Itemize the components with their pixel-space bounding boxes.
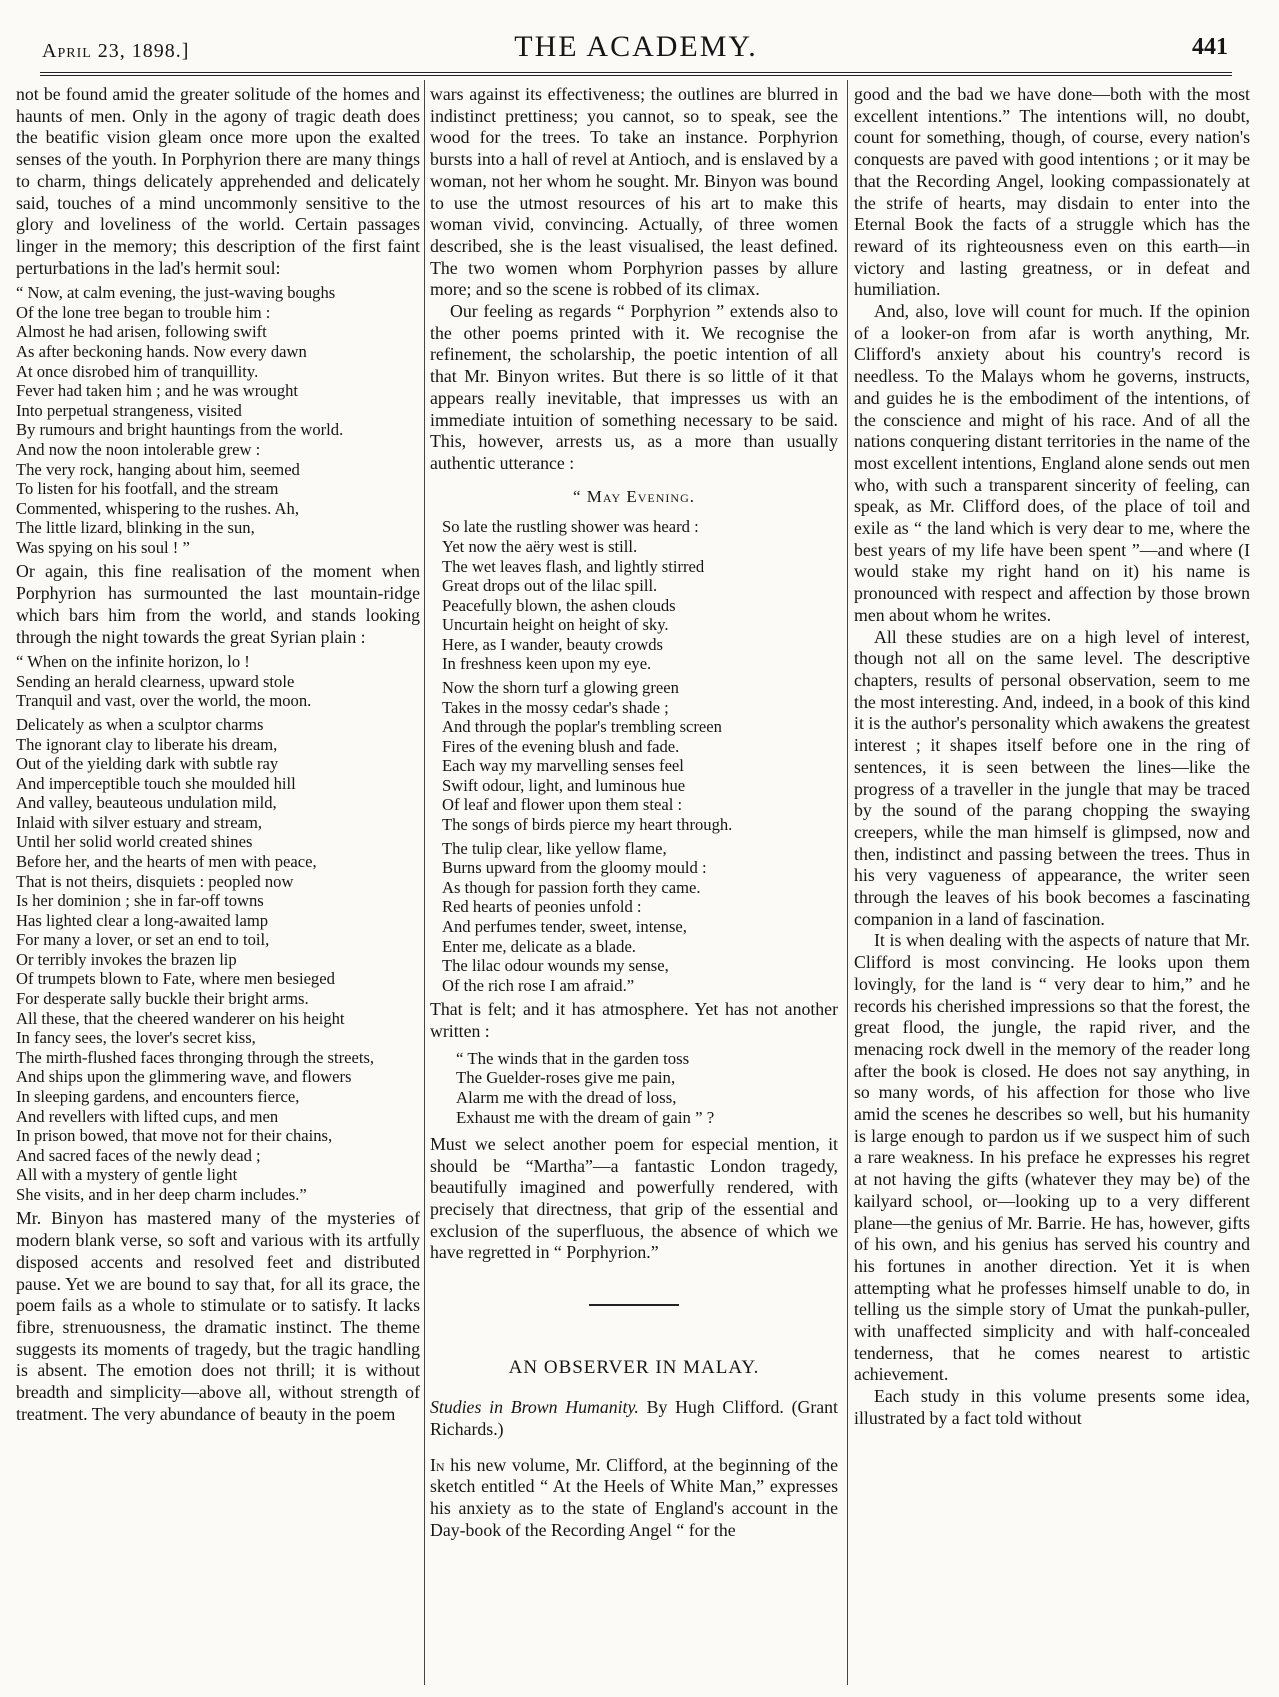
verse-line: She visits, and in her deep charm includes.”: [16, 1184, 307, 1204]
verse-line: All these, that the cheered wanderer on his height: [16, 1008, 345, 1028]
verse-line: Uncurtain height on height of sky.: [442, 615, 669, 635]
verse-line: Here, as I wander, beauty crowds: [442, 634, 663, 654]
page-header: [40, 28, 1232, 74]
paragraph: [430, 1455, 838, 1542]
page-number: 441: [1192, 34, 1228, 60]
verse-line: And revellers with lifted cups, and men: [16, 1106, 279, 1126]
verse-line: And ships upon the glimmering wave, and flowers: [16, 1067, 352, 1087]
verse-line: Great drops out of the lilac spill.: [442, 576, 658, 596]
verse-line: Of trumpets blown to Fate, where men besieged: [16, 969, 335, 989]
lead-word: In: [430, 1454, 445, 1475]
verse-line: By rumours and bright hauntings from the world.: [16, 420, 344, 440]
verse-line: In fancy sees, the lover's secret kiss,: [16, 1028, 256, 1048]
paragraph: And, also, love will count for much. If the opinion of a looker-on from afar is worth anything, Mr. Clifford's anxiety about his country's record is needless. To the Malays whom he governs, instructs, and guides he is the embodiment of the intentions, of the conscience and might of his race. And of all the nations conquering distant territories in the name of the most excellent intentions, England alone sends out men who, with such a transparent sincerity of feeling, can speak, as Mr. Clifford does, of the place of toil and exile as “ the land which is very dear to me, where the best years of my life have been spent ”—and where (I would stake my right hand on it) his name is pronounced with respect and affection by those brown men about whom he writes.: [854, 301, 1250, 625]
verse-line: At once disrobed him of tranquillity.: [16, 361, 259, 381]
verse-line: In freshness keen upon my eye.: [442, 654, 652, 674]
section-rule: [589, 1304, 679, 1306]
verse-line: Enter me, delicate as a blade.: [442, 936, 636, 956]
verse-line: Exhaust me with the dream of gain ” ?: [456, 1108, 715, 1128]
article-title: AN OBSERVER IN MALAY.: [508, 1357, 760, 1379]
poem-stanza: [430, 678, 838, 835]
verse-line: Commented, whispering to the rushes. Ah,: [16, 498, 299, 518]
poem-stanza: [430, 839, 838, 996]
verse-line: The mirth-flushed faces thronging through the streets,: [16, 1047, 375, 1067]
verse-line: Is her dominion ; she in far-off towns: [16, 891, 264, 911]
article-book-info: [430, 1397, 838, 1440]
paragraph: That is felt; and it has atmosphere. Yet has not another written :: [430, 999, 838, 1041]
verse-line: Of the rich rose I am afraid.”: [442, 975, 635, 995]
verse-line: Yet now the aëry west is still.: [442, 536, 638, 556]
verse-line: The Guelder-roses give me pain,: [456, 1068, 676, 1088]
verse-line: “ The winds that in the garden toss: [456, 1048, 690, 1068]
verse-line: The ignorant clay to liberate his dream,: [16, 734, 278, 754]
verse-line: Has lighted clear a long-awaited lamp: [16, 910, 269, 930]
verse-line: Of the lone tree began to trouble him :: [16, 302, 271, 322]
book-title: Studies in Brown Humanity.: [430, 1397, 639, 1418]
verse-line: And perfumes tender, sweet, intense,: [442, 916, 687, 936]
verse-line: Now the shorn turf a glowing green: [442, 678, 679, 698]
verse-line: And through the poplar's trembling screen: [442, 717, 722, 737]
paragraph: It is when dealing with the aspects of nature that Mr. Clifford is most convincing. He looks upon them lovingly, for the land is “ very dear to him,” and he records his cherished impressions so that the forest, the great flood, the jungle, the rapid river, and the menacing rock dwell in the memory of the reader long after the book is closed. He does not say anything, in so many words, of his affection for those who live amid the scenes he describes so well, but his humanity is large enough to pardon us if we suspect him of such a rare weakness. In his preface he expresses his regret at not having the gifts (whatever they may be) of the kailyard school, or—looking up to a very different plane—the genius of Mr. Barrie. He has, however, gifts of his own, and his genius has served his country and his fortunes in another direction. Yet it is when attempting what he professes himself unable to do, in telling us the simple story of Umat the punkah-puller, with unaffected simplicity and with half-concealed tenderness, that he comes nearest to artistic achievement.: [854, 930, 1250, 1385]
verse-line: The lilac odour wounds my sense,: [442, 956, 669, 976]
column-1: [16, 84, 420, 1684]
verse-quote: [16, 652, 420, 711]
verse-line: Takes in the mossy cedar's shade ;: [442, 697, 669, 717]
verse-line: The songs of birds pierce my heart through.: [442, 815, 733, 835]
verse-line: Peacefully blown, the ashen clouds: [442, 595, 676, 615]
verse-line: Out of the yielding dark with subtle ray: [16, 754, 279, 774]
column-divider: [847, 80, 848, 1685]
verse-quote: [16, 283, 420, 557]
verse-line: Burns upward from the gloomy mould :: [442, 858, 707, 878]
verse-line: The wet leaves flash, and lightly stirred: [442, 556, 705, 576]
column-3: [854, 84, 1250, 1684]
paragraph: Must we select another poem for especial mention, it should be “Martha”—a fantastic London tragedy, beautifully imagined and powerfully rendered, with precisely that directness, that grip of the essential and exclusion of the superfluous, the absence of which we have regretted in “ Porphyrion.”: [430, 1133, 838, 1263]
verse-line: So late the rustling shower was heard :: [442, 517, 699, 537]
verse-line: “ When on the infinite horizon, lo !: [16, 652, 250, 672]
verse-line: “ Now, at calm evening, the just-waving boughs: [16, 283, 336, 303]
verse-line: Tranquil and vast, over the world, the moon.: [16, 691, 312, 711]
verse-line: In prison bowed, that move not for their chains,: [16, 1126, 333, 1146]
paragraph: Or again, this fine realisation of the moment when Porphyrion has surmounted the last mountain-ridge which bars him from the world, and stands looking through the night towards the great Syrian plain :: [16, 561, 420, 647]
header-rule: [40, 72, 1232, 76]
paragraph-text: his new volume, Mr. Clifford, at the beginning of the sketch entitled “ At the Heels of White Man,” expresses his anxiety as to the state of England's account in the Day-book of the Recording Angel “ for the: [430, 1454, 838, 1540]
verse-line: Until her solid world created shines: [16, 832, 253, 852]
paragraph: not be found amid the greater solitude of the homes and haunts of men. Only in the agony of tragic death does the beatific vision gleam once more upon the exalted senses of the youth. In Porphyrion there are many things to charm, things delicately apprehended and delicately said, touches of a mind uncommonly sensitive to the glory and loveliness of the world. Certain passages linger in the memory; this description of the first faint perturbations in the lad's hermit soul:: [16, 84, 420, 278]
verse-line: To listen for his footfall, and the stream: [16, 479, 279, 499]
verse-line: Or terribly invokes the brazen lip: [16, 949, 237, 969]
verse-line: The tulip clear, like yellow flame,: [442, 838, 667, 858]
verse-line: Was spying on his soul ! ”: [16, 537, 190, 557]
verse-line: Inlaid with silver estuary and stream,: [16, 812, 263, 832]
paragraph: wars against its effectiveness; the outlines are blurred in indistinct prettiness; you cannot, so to speak, see the wood for the trees. To take an instance. Porphyrion bursts into a hall of revel at Antioch, and is enslaved by a woman, not her whom he sought. Mr. Binyon was bound to use the utmost resources of his art to make this woman vivid, convincing. Actually, of three women described, she is the least visualised, the least defined. The two women whom Porphyrion passes by allure more; and so the scene is robbed of its climax.: [430, 84, 838, 300]
verse-line: The very rock, hanging about him, seemed: [16, 459, 300, 479]
verse-line: As after beckoning hands. Now every dawn: [16, 342, 307, 362]
verse-quote: [430, 1049, 838, 1128]
column-2: [430, 84, 838, 1684]
poem-title: “ May Evening.: [572, 486, 696, 506]
paragraph: All these studies are on a high level of interest, though not all on the same level. The descriptive chapters, results of personal observation, seem to me the most interesting. And, indeed, in a book of this kind it is the author's personality which awakens the greatest interest ; it shapes itself before one in the ring of sentences, it is seen between the lines—like the progress of a traveller in the jungle that may be traced by the sound of the parang chopping the swaying creepers, while the man himself is glimpsed, now and then, indistinct and passing between the trees. Thus in his very vagueness of appearance, the writer seen through the leaves of his book becomes a fascinating companion in a land of fascination.: [854, 626, 1250, 929]
poem-stanza: [430, 517, 838, 674]
issue-date: April 23, 1898.]: [42, 40, 190, 62]
verse-line: Fires of the evening blush and fade.: [442, 736, 680, 756]
verse-line: That is not theirs, disquiets : peopled now: [16, 871, 294, 891]
verse-line: Of leaf and flower upon them steal :: [442, 795, 683, 815]
verse-line: For desperate sally buckle their bright arms.: [16, 989, 309, 1009]
verse-line: All with a mystery of gentle light: [16, 1165, 238, 1185]
paragraph: Mr. Binyon has mastered many of the mysteries of modern blank verse, so soft and various with its artfully disposed accents and resolved feet and distributed pause. Yet we are bound to say that, for all its grace, the poem fails as a whole to stimulate or to satisfy. It lacks fibre, strenuousness, the dramatic instinct. The theme suggests its moments of tragedy, but the tragic handling is absent. The emotion does not thrill; it is without breadth and simplicity—above all, without strength of treatment. The very abundance of beauty in the poem: [16, 1208, 420, 1424]
verse-line: Alarm me with the dread of loss,: [456, 1088, 677, 1108]
verse-line: Sending an herald clearness, upward stole: [16, 671, 295, 691]
verse-line: As though for passion forth they came.: [442, 877, 701, 897]
verse-line: Each way my marvelling senses feel: [442, 756, 684, 776]
paragraph: Our feeling as regards “ Porphyrion ” extends also to the other poems printed with it. We recognise the refinement, the scholarship, the poetic intention of all that Mr. Binyon writes. But there is so little of it that appears really inevitable, that impresses us with an immediate intuition of something necessary to be said. This, however, arrests us, as a more than usually authentic utterance :: [430, 301, 838, 473]
verse-line: The little lizard, blinking in the sun,: [16, 518, 255, 538]
verse-line: Before her, and the hearts of men with peace,: [16, 852, 317, 872]
verse-line: And now the noon intolerable grew :: [16, 439, 261, 459]
verse-line: And valley, beauteous undulation mild,: [16, 793, 277, 813]
paragraph: Each study in this volume presents some idea, illustrated by a fact told without: [854, 1386, 1250, 1428]
verse-quote: [16, 715, 420, 1204]
verse-line: Delicately as when a sculptor charms: [16, 714, 264, 734]
verse-line: And imperceptible touch she moulded hill: [16, 773, 296, 793]
verse-line: And sacred faces of the newly dead ;: [16, 1145, 261, 1165]
verse-line: Into perpetual strangeness, visited: [16, 400, 242, 420]
verse-line: Almost he had arisen, following swift: [16, 322, 267, 342]
book-author-publisher: By Hugh Clifford. (Grant Richards.): [430, 1397, 838, 1440]
verse-line: Swift odour, light, and luminous hue: [442, 775, 686, 795]
verse-line: Fever had taken him ; and he was wrought: [16, 381, 299, 401]
verse-line: For many a lover, or set an end to toil,: [16, 930, 270, 950]
publication-title: THE ACADEMY.: [514, 30, 758, 63]
verse-line: Red hearts of peonies unfold :: [442, 897, 642, 917]
column-divider: [424, 80, 425, 1685]
paragraph: good and the bad we have done—both with the most excellent intentions.” The intentions will, no doubt, count for something, though, of course, every nation's conquests are paved with good intentions ; or it may be that the Recording Angel, looking compassionately at the strife of hearts, may disdain to enter into the Eternal Book the facts of a struggle which has the reward of its righteousness even on this earth—in victory and lasting greatness, or in defeat and humiliation.: [854, 84, 1250, 300]
verse-line: In sleeping gardens, and encounters fierce,: [16, 1086, 300, 1106]
